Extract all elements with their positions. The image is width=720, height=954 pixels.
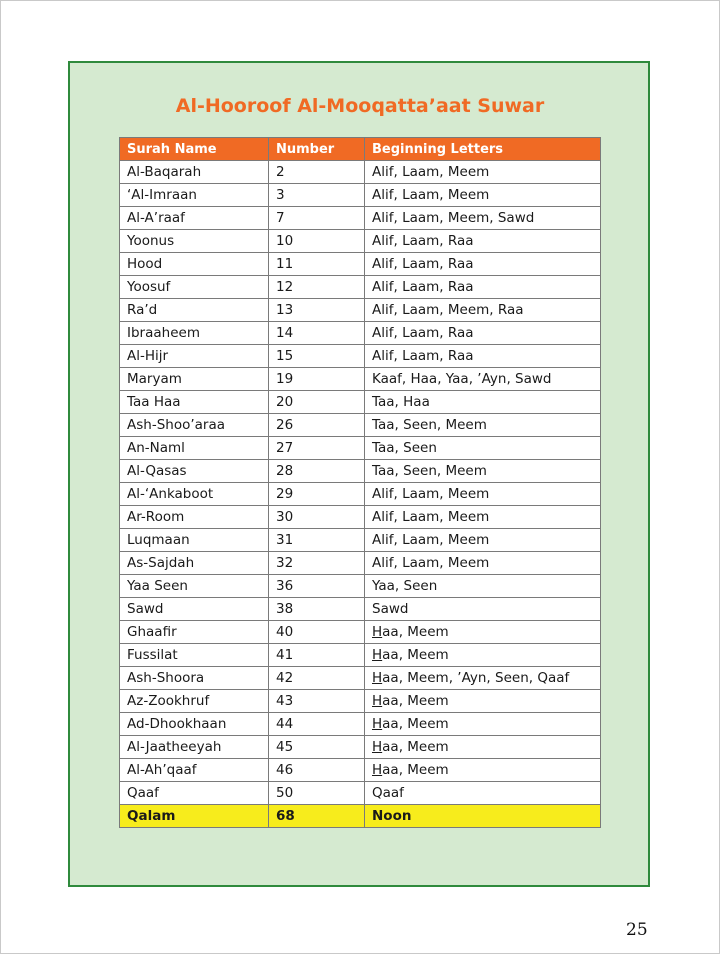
cell-surah-name: ‘Al-Imraan <box>120 184 269 207</box>
table-row <box>120 437 601 460</box>
cell-number: 32 <box>269 552 365 575</box>
cell-surah-name: Ghaafir <box>120 621 269 644</box>
cell-beginning-letters: Qaaf <box>365 782 601 805</box>
cell-surah-name: Yaa Seen <box>120 575 269 598</box>
cell-number: 12 <box>269 276 365 299</box>
cell-number: 44 <box>269 713 365 736</box>
cell-beginning-letters: Yaa, Seen <box>365 575 601 598</box>
cell-number: 10 <box>269 230 365 253</box>
cell-surah-name: An-Naml <box>120 437 269 460</box>
cell-number: 45 <box>269 736 365 759</box>
cell-number: 11 <box>269 253 365 276</box>
table-row <box>120 299 601 322</box>
cell-number: 41 <box>269 644 365 667</box>
cell-beginning-letters: Alif, Laam, Raa <box>365 253 601 276</box>
cell-beginning-letters: Taa, Haa <box>365 391 601 414</box>
cell-surah-name: Ash-Shoo’araa <box>120 414 269 437</box>
cell-number: 7 <box>269 207 365 230</box>
table-row <box>120 368 601 391</box>
table-row <box>120 759 601 782</box>
cell-surah-name: Qaaf <box>120 782 269 805</box>
table-row <box>120 805 601 828</box>
cell-surah-name: Al-Hijr <box>120 345 269 368</box>
cell-beginning-letters: Taa, Seen <box>365 437 601 460</box>
cell-surah-name: Sawd <box>120 598 269 621</box>
cell-surah-name: Ibraaheem <box>120 322 269 345</box>
surah-table <box>119 137 601 828</box>
cell-number: 36 <box>269 575 365 598</box>
page-title: Al-Hooroof Al-Mooqatta’aat Suwar <box>175 95 545 117</box>
table-row <box>120 598 601 621</box>
cell-number: 68 <box>269 805 365 828</box>
header-beginning-letters: Beginning Letters <box>365 138 601 161</box>
cell-beginning-letters: Haa, Meem <box>365 644 601 667</box>
cell-beginning-letters: Alif, Laam, Meem <box>365 184 601 207</box>
table-row <box>120 667 601 690</box>
table-row <box>120 529 601 552</box>
cell-surah-name: Luqmaan <box>120 529 269 552</box>
cell-beginning-letters: Alif, Laam, Raa <box>365 230 601 253</box>
table-row <box>120 621 601 644</box>
cell-surah-name: Maryam <box>120 368 269 391</box>
cell-beginning-letters: Haa, Meem <box>365 690 601 713</box>
cell-surah-name: Taa Haa <box>120 391 269 414</box>
cell-number: 3 <box>269 184 365 207</box>
cell-surah-name: Yoosuf <box>120 276 269 299</box>
cell-beginning-letters: Alif, Laam, Meem <box>365 161 601 184</box>
cell-number: 43 <box>269 690 365 713</box>
cell-surah-name: Az-Zookhruf <box>120 690 269 713</box>
header-number: Number <box>269 138 365 161</box>
cell-beginning-letters: Kaaf, Haa, Yaa, ’Ayn, Sawd <box>365 368 601 391</box>
cell-number: 15 <box>269 345 365 368</box>
cell-number: 27 <box>269 437 365 460</box>
cell-beginning-letters: Alif, Laam, Raa <box>365 276 601 299</box>
table-row <box>120 391 601 414</box>
table-row <box>120 207 601 230</box>
cell-beginning-letters: Haa, Meem <box>365 713 601 736</box>
table-row <box>120 345 601 368</box>
cell-number: 30 <box>269 506 365 529</box>
table-row <box>120 414 601 437</box>
table-row <box>120 644 601 667</box>
table-row <box>120 575 601 598</box>
cell-number: 42 <box>269 667 365 690</box>
table-row <box>120 713 601 736</box>
cell-beginning-letters: Haa, Meem <box>365 736 601 759</box>
table-row <box>120 782 601 805</box>
cell-surah-name: Ash-Shoora <box>120 667 269 690</box>
table-row <box>120 276 601 299</box>
table-row <box>120 184 601 207</box>
cell-surah-name: Al-Jaatheeyah <box>120 736 269 759</box>
cell-surah-name: Qalam <box>120 805 269 828</box>
cell-number: 19 <box>269 368 365 391</box>
cell-beginning-letters: Haa, Meem <box>365 621 601 644</box>
cell-number: 38 <box>269 598 365 621</box>
cell-surah-name: Yoonus <box>120 230 269 253</box>
cell-surah-name: Ar-Room <box>120 506 269 529</box>
cell-beginning-letters: Alif, Laam, Meem <box>365 552 601 575</box>
table-row <box>120 552 601 575</box>
cell-number: 20 <box>269 391 365 414</box>
cell-number: 31 <box>269 529 365 552</box>
cell-surah-name: Hood <box>120 253 269 276</box>
cell-surah-name: As-Sajdah <box>120 552 269 575</box>
cell-beginning-letters: Alif, Laam, Raa <box>365 322 601 345</box>
cell-beginning-letters: Alif, Laam, Raa <box>365 345 601 368</box>
cell-beginning-letters: Sawd <box>365 598 601 621</box>
cell-surah-name: Al-Qasas <box>120 460 269 483</box>
cell-number: 26 <box>269 414 365 437</box>
cell-surah-name: Al-Ah’qaaf <box>120 759 269 782</box>
table-row <box>120 460 601 483</box>
table-row <box>120 322 601 345</box>
table-row <box>120 253 601 276</box>
table-row <box>120 161 601 184</box>
table-row <box>120 483 601 506</box>
cell-surah-name: Ad-Dhookhaan <box>120 713 269 736</box>
table-body <box>120 161 601 828</box>
cell-beginning-letters: Taa, Seen, Meem <box>365 414 601 437</box>
header-surah-name: Surah Name <box>120 138 269 161</box>
cell-beginning-letters: Alif, Laam, Meem, Sawd <box>365 207 601 230</box>
cell-number: 28 <box>269 460 365 483</box>
cell-surah-name: Ra’d <box>120 299 269 322</box>
cell-beginning-letters: Alif, Laam, Meem <box>365 506 601 529</box>
table-row <box>120 230 601 253</box>
cell-beginning-letters: Alif, Laam, Meem <box>365 529 601 552</box>
page-number: 25 <box>626 920 648 940</box>
cell-surah-name: Al-A’raaf <box>120 207 269 230</box>
table-row <box>120 690 601 713</box>
cell-beginning-letters: Alif, Laam, Meem, Raa <box>365 299 601 322</box>
cell-surah-name: Al-Baqarah <box>120 161 269 184</box>
table-header-row <box>120 138 601 161</box>
table-row <box>120 736 601 759</box>
cell-beginning-letters: Taa, Seen, Meem <box>365 460 601 483</box>
cell-beginning-letters: Haa, Meem <box>365 759 601 782</box>
cell-surah-name: Fussilat <box>120 644 269 667</box>
cell-number: 40 <box>269 621 365 644</box>
table-row <box>120 506 601 529</box>
cell-number: 13 <box>269 299 365 322</box>
cell-number: 14 <box>269 322 365 345</box>
cell-number: 46 <box>269 759 365 782</box>
cell-beginning-letters: Haa, Meem, ’Ayn, Seen, Qaaf <box>365 667 601 690</box>
cell-number: 50 <box>269 782 365 805</box>
cell-beginning-letters: Alif, Laam, Meem <box>365 483 601 506</box>
cell-number: 29 <box>269 483 365 506</box>
cell-number: 2 <box>269 161 365 184</box>
cell-beginning-letters: Noon <box>365 805 601 828</box>
cell-surah-name: Al-‘Ankaboot <box>120 483 269 506</box>
